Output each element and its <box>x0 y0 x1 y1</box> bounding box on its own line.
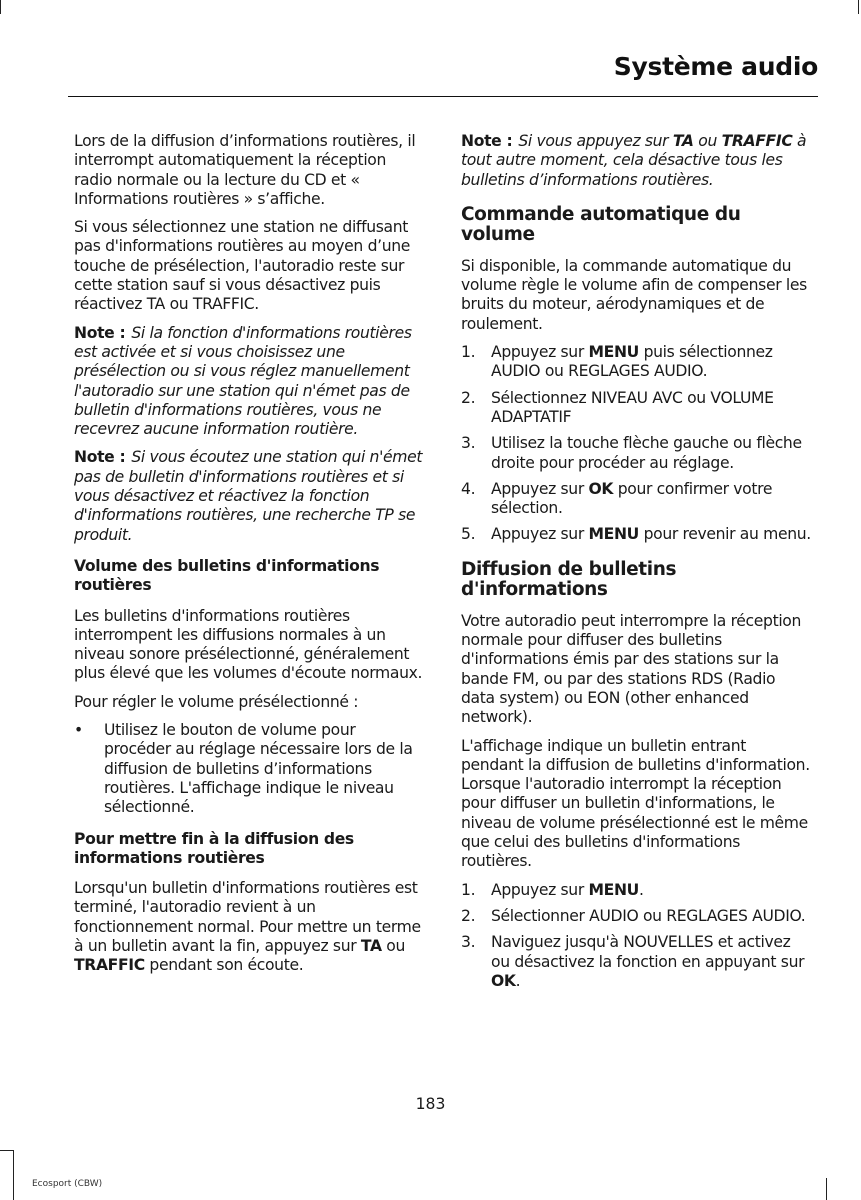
section-heading: Commande automatique du volume <box>461 203 741 245</box>
note-label: Note : <box>74 448 126 467</box>
list-item <box>461 881 813 900</box>
section-heading: Pour mettre fin à la diffusion des informations routières <box>74 829 354 867</box>
list-number: 1. <box>461 343 476 362</box>
note-text: ou <box>693 132 722 150</box>
text-run: Utilisez la touche flèche gauche ou flèche droite pour procéder au réglage. <box>491 434 802 472</box>
key-name: TA <box>360 936 382 955</box>
note <box>461 132 813 190</box>
left-column <box>74 132 426 985</box>
key-name: TRAFFIC <box>74 956 145 975</box>
footer-model: Ecosport (CBW) <box>32 1179 103 1189</box>
note <box>74 448 426 544</box>
list-item <box>461 907 813 926</box>
text-run: . <box>515 971 521 990</box>
paragraph: Lors de la diffusion d’informations routières, il interrompt automatiquement la réception radio normale ou la lecture du CD et « Informations routières » s’affiche. <box>74 132 416 208</box>
crop-mark-bottom-left-h <box>0 1150 14 1151</box>
list-number: 4. <box>461 479 476 498</box>
note-text: Si vous écoutez une station qui n'émet pas de bulletin d'informations routières et si vous désactivez et réactivez la fonction d'informations routières, une recherche TP se produit. <box>74 448 423 544</box>
paragraph <box>74 879 426 975</box>
paragraph: Si vous sélectionnez une station ne diffusant pas d'informations routières au moyen d’une touche de présélection, l'autoradio reste sur cette station sauf si vous désactivez puis réactivez TA ou TRAFFIC. <box>74 218 411 314</box>
text-run: . <box>638 880 644 899</box>
text-run: Naviguez jusqu'à NOUVELLES et activez ou désactivez la fonction en appuyant sur <box>491 933 805 971</box>
key-name: TA <box>672 132 694 150</box>
text-run: Sélectionnez NIVEAU AVC ou VOLUME ADAPTATIF <box>491 388 774 426</box>
key-name: OK <box>588 479 614 498</box>
list-number: 3. <box>461 434 476 453</box>
section-heading: Diffusion de bulletins d'informations <box>461 558 677 600</box>
text-run: Appuyez sur <box>491 525 589 544</box>
list-number: 2. <box>461 906 476 925</box>
note-text: Si vous appuyez sur <box>518 132 673 150</box>
key-name: OK <box>491 971 516 990</box>
text-run: Appuyez sur <box>491 343 589 362</box>
crop-mark-top-left <box>0 0 1 14</box>
note <box>74 324 426 440</box>
note-label: Note : <box>461 132 513 150</box>
list-item <box>461 933 813 991</box>
paragraph: Les bulletins d'informations routières interrompent les diffusions normales à un niveau sonore présélectionné, généralement plus élevé que les volumes d'écoute normaux. <box>74 606 423 683</box>
paragraph: L'affichage indique un bulletin entrant pendant la diffusion de bulletins d'information. Lorsque l'autoradio interrompt la réception pour diffuser un bulletin d'informations, le niveau de volume présélectionné est le même que celui des bulletins d'informations routières. <box>461 736 810 871</box>
section-heading: Volume des bulletins d'informations routières <box>74 556 380 595</box>
header-rule <box>68 96 818 97</box>
list-item <box>461 480 813 519</box>
text-run: Appuyez sur <box>491 479 589 498</box>
crop-mark-bottom-right <box>826 1178 827 1200</box>
paragraph: Si disponible, la commande automatique du volume règle le volume afin de compenser les bruits du moteur, aérodynamiques et de roulement. <box>461 256 807 333</box>
page-number: 183 <box>415 1095 446 1113</box>
paragraph: Votre autoradio peut interrompre la réception normale pour diffuser des bulletins d'informations émis par des stations sur la bande FM, ou par des stations RDS (Radio data system) ou EON (other enhanced network). <box>461 611 802 727</box>
note-text: à tout autre moment, cela désactive tous les bulletins d’informations routières. <box>461 132 807 189</box>
crop-mark-bottom-left-v <box>13 1150 14 1200</box>
paragraph: Pour régler le volume présélectionné : <box>74 692 359 711</box>
text-run: pour revenir au menu. <box>638 525 811 544</box>
bullet-text: Utilisez le bouton de volume pour procéder au réglage nécessaire lors de la diffusion de bulletins d’informations routières. L'affichage indique le niveau sélectionné. <box>104 721 413 817</box>
list-number: 5. <box>461 525 476 544</box>
key-name: TRAFFIC <box>721 132 793 150</box>
text-run: Lorsqu'un bulletin d'informations routières est terminé, l'autoradio revient à un fonctionnement normal. Pour mettre un terme à un bulletin avant la fin, appuyez sur <box>74 879 421 955</box>
text-run: Appuyez sur <box>491 880 589 899</box>
key-name: MENU <box>588 525 639 544</box>
key-name: MENU <box>588 880 639 899</box>
text-run: pendant son écoute. <box>144 956 304 975</box>
right-column <box>461 132 813 998</box>
key-name: MENU <box>588 343 639 362</box>
list-number: 3. <box>461 933 476 952</box>
page-title: Système audio <box>613 52 818 81</box>
numbered-list <box>461 343 813 545</box>
bullet-marker: • <box>74 721 83 740</box>
note-label: Note : <box>74 323 126 342</box>
list-item <box>461 525 813 544</box>
numbered-list <box>461 881 813 991</box>
list-number: 2. <box>461 388 476 407</box>
list-item <box>461 389 813 428</box>
text-run: puis sélectionnez AUDIO ou REGLAGES AUDIO. <box>491 343 773 381</box>
page-header <box>258 52 818 81</box>
list-item <box>461 434 813 473</box>
text-run: ou <box>381 936 406 955</box>
note-text: Si la fonction d'informations routières est activée et si vous choisissez une présélection ou si vous réglez manuellement l'autoradio sur une station qui n'émet pas de bulletin d'informations routières, vous ne recevrez aucune information routière. <box>74 323 412 439</box>
crop-mark-top-right <box>858 0 859 14</box>
text-run: Sélectionner AUDIO ou REGLAGES AUDIO. <box>491 906 806 925</box>
text-run: pour confirmer votre sélection. <box>491 479 773 518</box>
list-number: 1. <box>461 880 476 899</box>
list-item <box>461 343 813 382</box>
bullet-item <box>74 721 426 817</box>
